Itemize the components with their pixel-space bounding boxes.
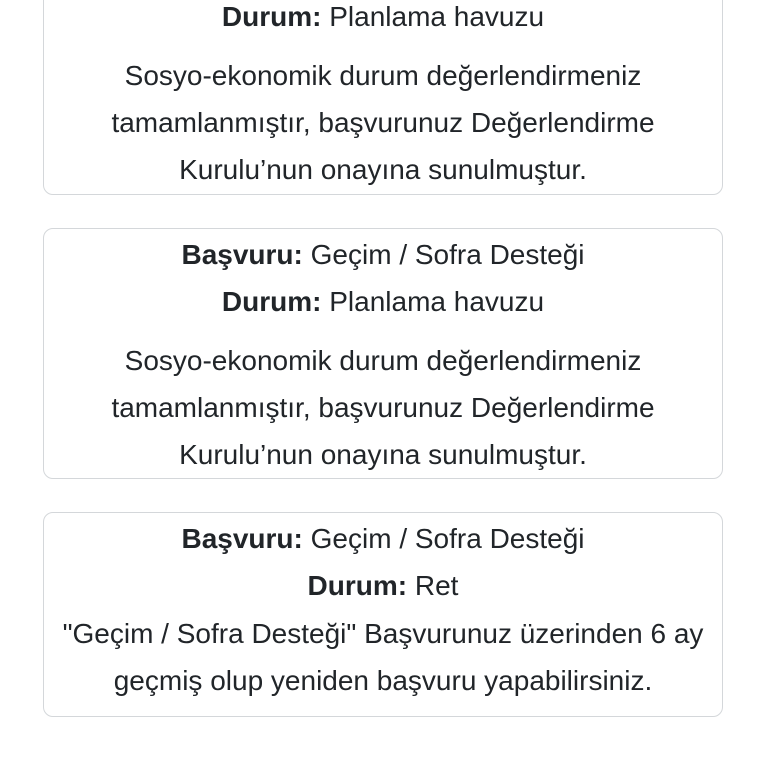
application-card — [43, 0, 723, 195]
status-label: Durum: — [221, 1, 322, 32]
application-value: Geçim / Sofra Desteği — [310, 523, 585, 554]
status-message: Sosyo-ekonomik durum değerlendirmeniz tamamlanmıştır, başvurunuz Değerlendirme Kurulu’nun onayına sunulmuştur. — [111, 60, 655, 185]
application-label: Başvuru: — [181, 239, 303, 270]
status-row — [44, 278, 722, 325]
status-row — [44, 0, 722, 40]
status-value: Ret — [414, 570, 459, 601]
status-value: Planlama havuzu — [329, 1, 545, 32]
application-card-header — [44, 229, 722, 325]
status-label: Durum: — [221, 286, 322, 317]
application-card — [43, 512, 723, 717]
status-message: "Geçim / Sofra Desteği" Başvurunuz üzerinden 6 ay geçmiş olup yeniden başvuru yapabilirsiniz. — [62, 618, 704, 696]
application-row — [44, 515, 722, 562]
application-card-header — [44, 0, 722, 40]
status-value: Planlama havuzu — [329, 286, 545, 317]
application-value: Geçim / Sofra Desteği — [310, 239, 585, 270]
status-message: Sosyo-ekonomik durum değerlendirmeniz tamamlanmıştır, başvurunuz Değerlendirme Kurulu’nun onayına sunulmuştur. — [111, 345, 655, 470]
status-label: Durum: — [307, 570, 408, 601]
application-row — [44, 231, 722, 278]
application-card-header — [44, 513, 722, 609]
status-row — [44, 562, 722, 609]
application-label: Başvuru: — [181, 523, 303, 554]
application-card — [43, 228, 723, 479]
